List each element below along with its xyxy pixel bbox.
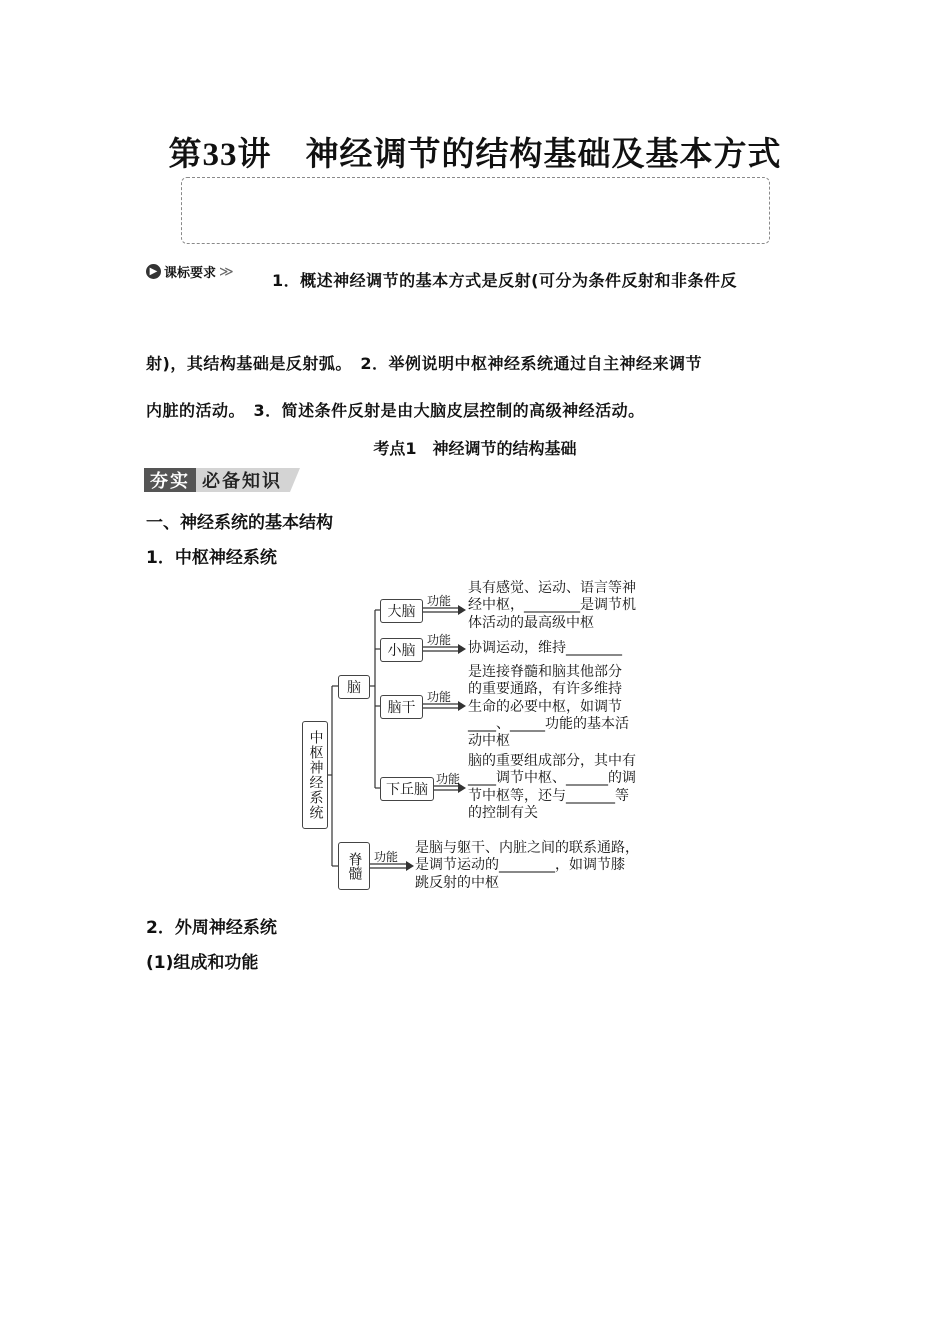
cerebellum-box bbox=[380, 638, 423, 662]
requirement-line-2: 射)，其结构基础是反射弧。 2．举例说明中枢神经系统通过自主神经来调节 bbox=[146, 354, 702, 373]
banner-dark-label: 夯实 bbox=[144, 468, 196, 492]
brainstem-label: 脑干 bbox=[387, 700, 416, 716]
spinal-cord-label: 脊髓 bbox=[346, 852, 363, 880]
hypothalamus-box bbox=[380, 777, 434, 801]
desc-line: 具有感觉、运动、语言等神 bbox=[468, 580, 636, 596]
desc-line: 节中枢等，还与_______等 bbox=[468, 787, 629, 804]
hypothalamus-label: 下丘脑 bbox=[386, 782, 428, 798]
spinal-cord-desc bbox=[415, 840, 639, 892]
spinal-cord-box bbox=[338, 842, 370, 890]
brain-box bbox=[338, 675, 370, 699]
cerebrum-label: 大脑 bbox=[387, 604, 416, 620]
hypothalamus-desc bbox=[468, 753, 636, 822]
heading-cns: 1．中枢神经系统 bbox=[146, 548, 277, 568]
desc-line: 协调运动，维持________ bbox=[468, 640, 622, 656]
function-label: 功能 bbox=[427, 690, 452, 704]
desc-line: 是连接脊髓和脑其他部分 bbox=[468, 664, 622, 680]
heading-composition: (1)组成和功能 bbox=[146, 953, 259, 973]
desc-line: 经中枢，________是调节机 bbox=[468, 597, 636, 614]
desc-line: ____调节中枢、______的调 bbox=[468, 770, 636, 787]
brainstem-box bbox=[380, 695, 423, 719]
desc-line: 跳反射的中枢 bbox=[415, 874, 499, 891]
desc-line: 体活动的最高级中枢 bbox=[468, 614, 594, 631]
desc-line: ____、_____功能的基本活 bbox=[468, 715, 629, 732]
cerebellum-desc bbox=[468, 640, 622, 657]
desc-line: 的控制有关 bbox=[468, 804, 538, 821]
heading-pns: 2．外周神经系统 bbox=[146, 918, 277, 938]
desc-line: 生命的必要中枢，如调节 bbox=[468, 698, 622, 715]
requirement-line-3: 内脏的活动。 3．简述条件反射是由大脑皮层控制的高级神经活动。 bbox=[146, 401, 645, 420]
desc-line: 是调节运动的________，如调节膝 bbox=[415, 857, 625, 874]
cerebellum-label: 小脑 bbox=[387, 643, 416, 659]
double-chevron-icon: ≫ bbox=[219, 263, 234, 280]
function-label: 功能 bbox=[427, 594, 452, 608]
function-label: 功能 bbox=[374, 850, 399, 864]
arrow-circle-icon: ▶ bbox=[146, 264, 161, 279]
brainstem-desc bbox=[468, 664, 629, 750]
brain-label: 脑 bbox=[347, 680, 361, 696]
cerebrum-box bbox=[380, 599, 423, 623]
requirement-line-1: 1．概述神经调节的基本方式是反射(可分为条件反射和非条件反 bbox=[272, 271, 737, 290]
function-label: 功能 bbox=[427, 633, 452, 647]
heading-basic-structure: 一、神经系统的基本结构 bbox=[146, 513, 333, 533]
desc-line: 的重要通路，有许多维持 bbox=[468, 681, 622, 698]
cns-root-label: 中枢神经系统 bbox=[307, 730, 324, 820]
cns-root-box bbox=[302, 721, 328, 829]
section-title: 考点1 神经调节的结构基础 bbox=[373, 439, 577, 458]
banner-light-label: 必备知识 bbox=[196, 468, 290, 492]
desc-line: 动中枢 bbox=[468, 733, 510, 750]
page-title: 第33讲 神经调节的结构基础及基本方式 bbox=[168, 137, 782, 173]
desc-line: 是脑与躯干、内脏之间的联系通路， bbox=[415, 840, 639, 856]
function-label: 功能 bbox=[436, 772, 461, 786]
badge-label: 课标要求 bbox=[164, 266, 217, 281]
desc-line: 脑的重要组成部分，其中有 bbox=[468, 753, 636, 769]
cerebrum-desc bbox=[468, 580, 636, 632]
